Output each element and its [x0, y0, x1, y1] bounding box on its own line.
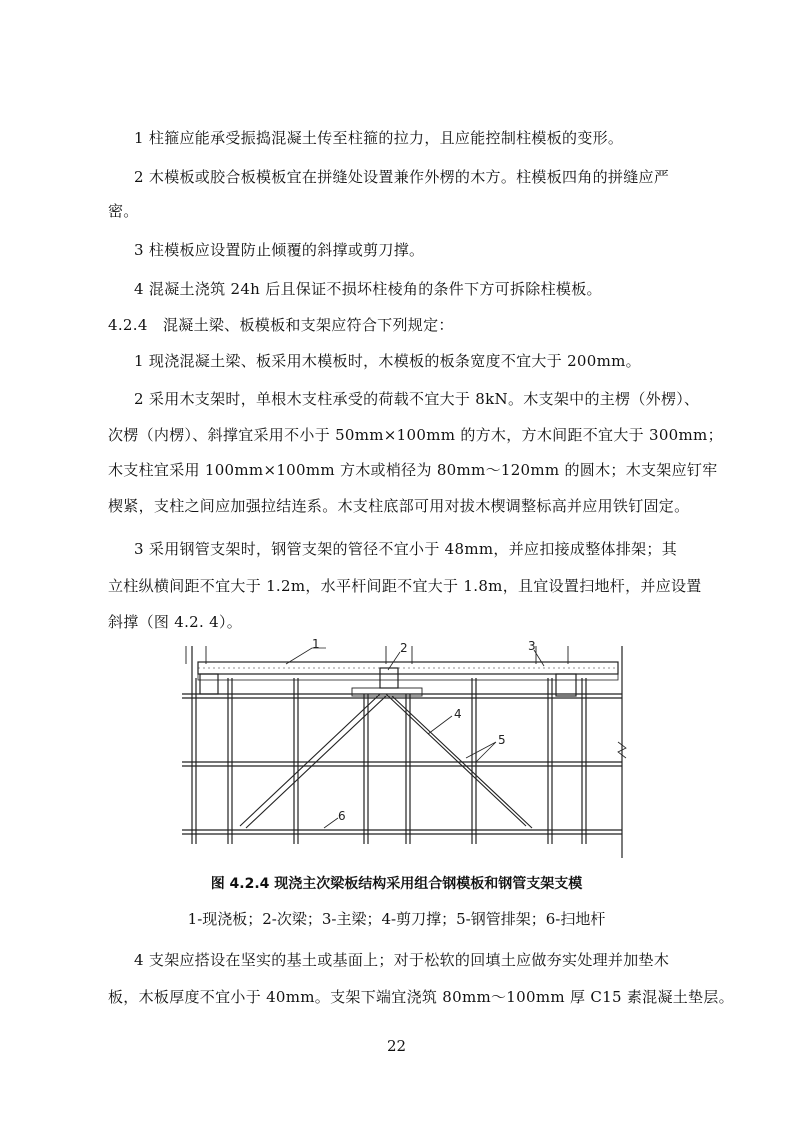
- paragraph-line: 密。: [108, 202, 139, 220]
- paragraph-line: 2 木模板或胶合板模板宜在拼缝处设置兼作外楞的木方。柱模板四角的拼缝应严: [134, 168, 670, 186]
- figure-label-2: 2: [400, 641, 408, 655]
- figure-label-4: 4: [454, 707, 462, 721]
- paragraph-line: 4 支架应搭设在坚实的基土或基面上；对于松软的回填土应做夯实处理并加垫木: [134, 951, 670, 969]
- formwork-support-figure: [176, 638, 636, 858]
- figure-label-3: 3: [528, 639, 536, 653]
- paragraph-line: 3 柱模板应设置防止倾覆的斜撑或剪刀撑。: [134, 241, 425, 259]
- paragraph-line: 4 混凝土浇筑 24h 后且保证不损坏柱棱角的条件下方可拆除柱模板。: [134, 280, 602, 298]
- paragraph-line: 斜撑（图 4.2. 4）。: [108, 613, 243, 631]
- paragraph-line: 立柱纵横间距不宜大于 1.2m，水平杆间距不宜大于 1.8m，且宜设置扫地杆，并应设置: [108, 577, 702, 595]
- paragraph-line: 1 现浇混凝土梁、板采用木模板时，木模板的板条宽度不宜大于 200mm。: [134, 352, 641, 370]
- figure-label-5: 5: [498, 733, 506, 747]
- figure-label-6: 6: [338, 809, 346, 823]
- paragraph-line: 3 采用钢管支架时，钢管支架的管径不宜小于 48mm，并应扣接成整体排架；其: [134, 540, 678, 558]
- section-heading: 4.2.4 混凝土梁、板模板和支架应符合下列规定：: [108, 316, 454, 334]
- paragraph-line: 木支柱宜采用 100mm×100mm 方木或梢径为 80mm～120mm 的圆木；木支架应钉牢: [108, 461, 718, 479]
- figure-legend: 1-现浇板；2-次梁；3-主梁；4-剪刀撑；5-钢管排架；6-扫地杆: [187, 910, 606, 928]
- paragraph-line: 板，木板厚度不宜小于 40mm。支架下端宜浇筑 80mm～100mm 厚 C15 素混凝土垫层。: [108, 988, 734, 1006]
- figure-label-1: 1: [312, 638, 320, 651]
- paragraph-line: 1 柱箍应能承受振捣混凝土传至柱箍的拉力，且应能控制柱模板的变形。: [134, 129, 624, 147]
- paragraph-line: 2 采用木支架时，单根木支柱承受的荷载不宜大于 8kN。木支架中的主楞（外楞）、: [134, 390, 700, 408]
- page-number: 22: [386, 1037, 407, 1055]
- paragraph-line: 楔紧，支柱之间应加强拉结连系。木支柱底部可用对拔木楔调整标高并应用铁钉固定。: [108, 497, 690, 515]
- figure-caption: 图 4.2.4 现浇主次梁板结构采用组合钢模板和钢管支架支模: [210, 876, 583, 892]
- paragraph-line: 次楞（内楞）、斜撑宜采用不小于 50mm×100mm 的方木，方木间距不宜大于 300mm；: [108, 426, 723, 444]
